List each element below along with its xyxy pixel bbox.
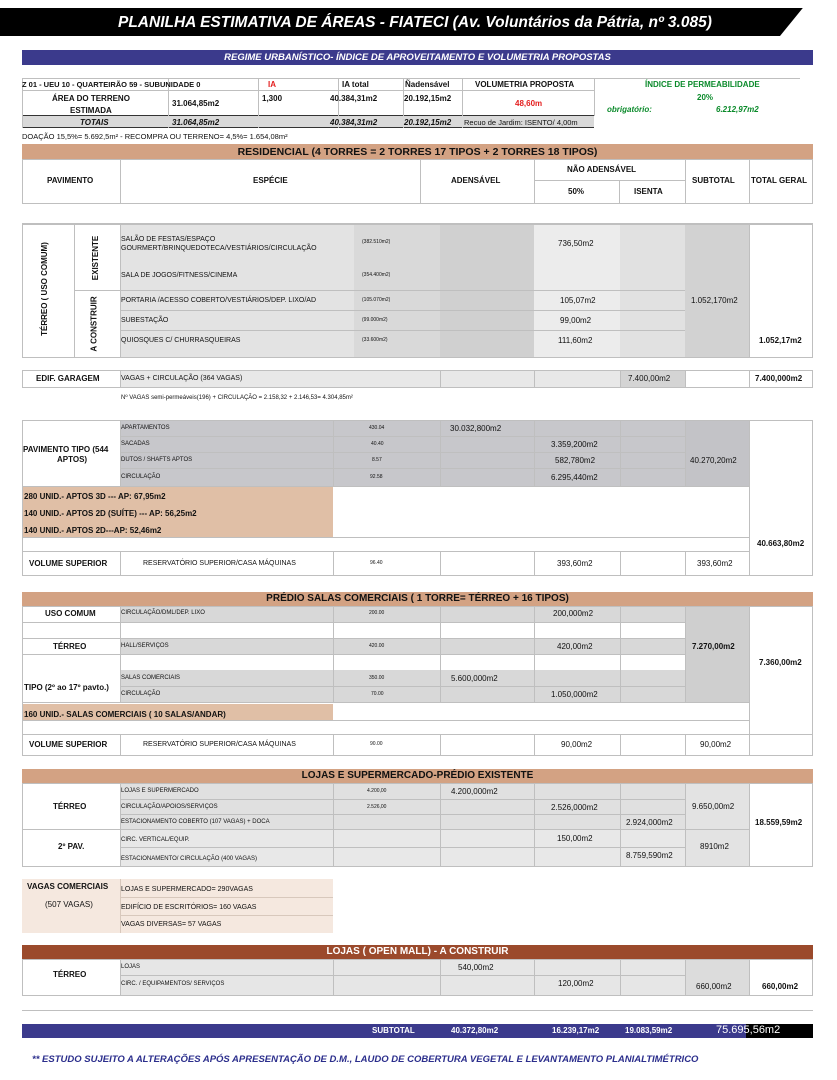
salas-block — [22, 606, 813, 756]
area-estimada-label: ESTIMADA — [70, 106, 112, 115]
lojas-total: 18.559,59m2 — [755, 818, 803, 827]
lojas-block — [22, 783, 813, 867]
vagas-row-2: EDIFÍCIO DE ESCRITÓRIOS= 160 VAGAS — [121, 904, 257, 911]
header-especie: ESPÉCIE — [253, 176, 288, 185]
salas-uso-comum-note: 200.00 — [369, 610, 385, 616]
nadensavel-header: Ñadensável — [405, 80, 450, 89]
nadensavel-value: 20.192,15m2 — [404, 94, 452, 103]
tipo-dutos-note: 8.57 — [372, 457, 382, 463]
residencial-banner: RESIDENCIAL (4 TORRES = 2 TORRES 17 TIPOS + 2 TORRES 18 TIPOS) — [22, 144, 813, 159]
header-pavimento: PAVIMENTO — [47, 176, 94, 185]
subtotal-adensavel: 40.372,80m2 — [451, 1026, 499, 1035]
ia-header: IA — [268, 80, 276, 89]
terreo-total: 1.052,17m2 — [759, 336, 802, 345]
mall-row-1-label: LOJAS — [121, 964, 141, 970]
lojas-2pav-row-1-value: 150,00m2 — [557, 834, 593, 843]
row-salao-value: 736,50m2 — [558, 239, 594, 248]
vagas-label: VAGAS COMERCIAIS — [27, 882, 109, 891]
subtotal-isenta: 19.083,59m2 — [625, 1026, 673, 1035]
regime-banner: REGIME URBANÍSTICO- ÍNDICE DE APROVEITAMENTO E VOLUMETRIA PROPOSTAS — [22, 50, 813, 65]
tipo-apartamentos-label: APARTAMENTOS — [121, 425, 170, 431]
salas-uso-comum-desc: CIRCULAÇÃO/DML/DEP. LIXO — [121, 610, 205, 616]
mall-subtotal: 660,00m2 — [696, 982, 732, 991]
volumetria-header: VOLUMETRIA PROPOSTA — [475, 80, 575, 89]
page-title: PLANILHA ESTIMATIVA DE ÁREAS - FIATECI (Av. Voluntários da Pátria, nº 3.085) — [118, 14, 712, 31]
volumetria-value: 48,60m — [515, 99, 543, 108]
subtotal-bar — [22, 1024, 813, 1038]
salas-unidades: 160 UNID.- SALAS COMERCIAIS ( 10 SALAS/ANDAR) — [24, 710, 226, 719]
tipo-apartamentos-note: 430.04 — [369, 425, 385, 431]
residencial-total: 40.663,80m2 — [757, 539, 805, 548]
row-subestacao-note: (99.000m2) — [362, 317, 388, 323]
header-50: 50% — [568, 187, 585, 196]
permeabilidade-header: ÍNDICE DE PERMEABILIDADE — [645, 80, 760, 89]
garagem-value: 7.400,00m2 — [628, 374, 671, 383]
salas-terreo-note: 420.00 — [369, 643, 385, 649]
salas-uso-comum-value: 200,000m2 — [553, 609, 594, 618]
vagas-note: Nº VAGAS semi-permeáveis(196) + CIRCULAÇÃO = 2.158,32 + 2.146,53= 4.304,85m² — [121, 395, 353, 401]
salas-volume-superior-value: 90,00m2 — [561, 740, 593, 749]
tipo-label: PAVIMENTO TIPO (544 — [23, 445, 109, 454]
doacao-note: DOAÇÃO 15,5%= 5.692,5m² - RECOMPRA OU TERRENO= 4,5%= 1.654,08m² — [22, 132, 288, 141]
salas-tipo-note-2: 70.00 — [371, 691, 384, 697]
lojas-2pav-row-2-value: 8.759,590m2 — [626, 851, 673, 860]
row-quiosques-note: (33.600m2) — [362, 337, 388, 343]
garagem-desc: VAGAS + CIRCULAÇÃO (364 VAGAS) — [121, 375, 243, 382]
salas-tipo-label: TIPO (2º ao 17º pavto.) — [24, 683, 109, 692]
vagas-row-3: VAGAS DIVERSAS= 57 VAGAS — [121, 921, 222, 928]
lojas-row-1-note: 4.200,00 — [367, 788, 387, 794]
area-terreno-label: ÁREA DO TERRENO — [52, 94, 130, 103]
lojas-row-2-label: CIRCULAÇÃO/APOIOS/SERVIÇOS — [121, 804, 218, 810]
ia-total-value: 40.384,31m2 — [330, 94, 378, 103]
lojas-row-3-value: 2.924,000m2 — [626, 818, 673, 827]
terreo-vertical-label: TÉRREO ( USO COMUM) — [39, 242, 49, 336]
subtotal-label: SUBTOTAL — [372, 1026, 415, 1035]
header-subtotal: SUBTOTAL — [692, 176, 735, 185]
lojas-subtotal-terreo: 9.650,00m2 — [692, 802, 735, 811]
recuo-jardim: Recuo de Jardim: ISENTO/ 4,00m — [464, 118, 578, 127]
header-isenta: ISENTA — [634, 187, 663, 196]
salas-banner: PRÉDIO SALAS COMERCIAIS ( 1 TORRE= TÉRREO + 16 TIPOS) — [22, 592, 813, 606]
volume-superior-note: 96.40 — [370, 560, 383, 566]
salas-terreo-desc: HALL/SERVIÇOS — [121, 643, 169, 649]
mall-row-1-value: 540,00m2 — [458, 963, 494, 972]
ia-total-header: IA total — [342, 80, 369, 89]
row-portaria-note: (105.070m2) — [362, 297, 391, 303]
vagas-row-1: LOJAS E SUPERMERCADO= 290VAGAS — [121, 886, 253, 893]
row-jogos-note: (354.400m2) — [362, 272, 391, 278]
lojas-row-1-value: 4.200,000m2 — [451, 787, 498, 796]
disclaimer-note: ** ESTUDO SUJEITO A ALTERAÇÕES APÓS APRESENTAÇÃO DE D.M., LAUDO DE COBERTURA VEGETAL E LEVANTAMENTO PLANIALTIMÉTRICO — [32, 1054, 699, 1065]
salas-tipo-desc-1: SALAS COMERCIAIS — [121, 675, 181, 681]
row-salao-label-2: GOURMERT/BRINQUEDOTECA/VESTIÁRIOS/CIRCULAÇÃO — [121, 245, 317, 252]
existente-vertical-label: EXISTENTE — [91, 235, 101, 281]
totais-nadensavel: 20.192,15m2 — [404, 118, 452, 127]
unidades-3d: 280 UNID.- APTOS 3D --- AP: 67,95m2 — [24, 492, 166, 501]
lojas-row-1-label: LOJAS E SUPERMERCADO — [121, 788, 199, 794]
tipo-dutos-label: DUTOS / SHAFTS APTOS — [121, 457, 193, 463]
tipo-circulacao-label: CIRCULAÇÃO — [121, 474, 161, 480]
salas-tipo-note-1: 350.00 — [369, 675, 385, 681]
tipo-sacadas-label: SACADAS — [121, 441, 150, 447]
volume-superior-subtotal: 393,60m2 — [697, 559, 733, 568]
lojas-subtotal-2pav: 8910m2 — [700, 842, 729, 851]
lojas-terreo-label: TÉRREO — [53, 802, 87, 811]
row-portaria-label: PORTARIA /ACESSO COBERTO/VESTIÁRIOS/DEP. LIXO/AD — [121, 297, 317, 304]
totais-ia-total: 40.384,31m2 — [330, 118, 378, 127]
tipo-circulacao-note: 92.58 — [370, 474, 383, 480]
volume-superior-label: VOLUME SUPERIOR — [29, 559, 108, 568]
salas-terreo-label: TÉRREO — [53, 642, 87, 651]
subtotal-nao-adensavel-50: 16.239,17m2 — [552, 1026, 600, 1035]
area-value: 31.064,85m2 — [172, 99, 220, 108]
tipo-sacadas-value: 3.359,200m2 — [551, 440, 598, 449]
mall-row-2-value: 120,00m2 — [558, 979, 594, 988]
totais-area: 31.064,85m2 — [172, 118, 220, 127]
obrigatorio-value: 6.212,97m2 — [716, 105, 759, 114]
salas-tipo-value-1: 5.600,000m2 — [451, 674, 498, 683]
lojas-row-3-label: ESTACIONAMENTO COBERTO (107 VAGAS) + DOCA — [121, 819, 270, 825]
mall-row-2-label: CIRC. / EQUIPAMENTOS/ SERVIÇOS — [121, 981, 225, 987]
mall-terreo-label: TÉRREO — [53, 970, 87, 979]
salas-subtotal: 7.270,00m2 — [692, 642, 735, 651]
tipo-sacadas-note: 40.40 — [371, 441, 384, 447]
totais-label: TOTAIS — [80, 118, 109, 127]
salas-terreo-value: 420,00m2 — [557, 642, 593, 651]
salas-volume-superior-label: VOLUME SUPERIOR — [29, 740, 108, 749]
header-nao-adensavel: NÃO ADENSÁVEL — [567, 165, 637, 174]
garagem-total: 7.400,000m2 — [755, 374, 803, 383]
header-total-geral: TOTAL GERAL — [751, 176, 807, 185]
volume-superior-desc: RESERVATÓRIO SUPERIOR/CASA MÁQUINAS — [143, 560, 296, 567]
salas-total: 7.360,00m2 — [759, 658, 802, 667]
title-bar — [0, 8, 837, 36]
salas-volume-superior-note: 90.00 — [370, 741, 383, 747]
ia-value: 1,300 — [262, 94, 283, 103]
zone-label: Z 01 - UEU 10 - QUARTEIRÃO 59 - SUBUNIDADE 0 — [22, 80, 201, 89]
open-mall-banner: LOJAS ( OPEN MALL) - A CONSTRUIR — [22, 945, 813, 959]
salas-tipo-value-2: 1.050,000m2 — [551, 690, 598, 699]
row-jogos-label: SALA DE JOGOS/FITNESS/CINEMA — [121, 272, 238, 279]
row-salao-note: (382.510m2) — [362, 239, 391, 245]
salas-uso-comum-label: USO COMUM — [45, 609, 96, 618]
row-subestacao-value: 99,00m2 — [560, 316, 592, 325]
salas-volume-superior-desc: RESERVATÓRIO SUPERIOR/CASA MÁQUINAS — [143, 741, 296, 748]
row-quiosques-label: QUIOSQUES C/ CHURRASQUEIRAS — [121, 337, 241, 344]
lojas-2pav-row-2-label: ESTACIONAMENTO/ CIRCULAÇÃO (400 VAGAS) — [121, 856, 258, 862]
tipo-circulacao-value: 6.295,440m2 — [551, 473, 598, 482]
mall-total: 660,00m2 — [762, 982, 799, 991]
row-salao-label: SALÃO DE FESTAS/ESPAÇO — [121, 236, 216, 243]
lojas-row-2-value: 2.526,000m2 — [551, 803, 598, 812]
construir-vertical-label: A CONSTRUIR — [89, 296, 99, 352]
row-subestacao-label: SUBESTAÇÃO — [121, 317, 169, 324]
lojas-2pav-row-1-label: CIRC. VERTICAL/EQUIP. — [121, 837, 190, 843]
tipo-label-2: APTOS) — [57, 455, 88, 464]
tipo-apartamentos-value: 30.032,800m2 — [450, 424, 502, 433]
lojas-row-2-note: 2.526,00 — [367, 804, 387, 810]
tipo-subtotal: 40.270,20m2 — [690, 456, 737, 465]
tipo-dutos-value: 582,780m2 — [555, 456, 596, 465]
vagas-count: (507 VAGAS) — [45, 900, 93, 909]
row-portaria-value: 105,07m2 — [560, 296, 596, 305]
lojas-banner: LOJAS E SUPERMERCADO-PRÉDIO EXISTENTE — [22, 769, 813, 783]
garagem-label: EDIF. GARAGEM — [36, 374, 100, 383]
obrigatorio-label: obrigatório: — [607, 105, 652, 114]
header-adensavel: ADENSÁVEL — [451, 176, 501, 185]
terreo-subtotal: 1.052,170m2 — [691, 296, 738, 305]
volume-superior-value: 393,60m2 — [557, 559, 593, 568]
lojas-2pav-label: 2º PAV. — [58, 842, 85, 851]
unidades-2d-suite: 140 UNID.- APTOS 2D (SUÍTE) --- AP: 56,25m2 — [24, 509, 197, 518]
salas-volume-superior-subtotal: 90,00m2 — [700, 740, 732, 749]
row-quiosques-value: 111,60m2 — [558, 336, 593, 345]
grand-total: 75.695,56m2 — [716, 1024, 781, 1036]
salas-tipo-desc-2: CIRCULAÇÃO — [121, 691, 161, 697]
unidades-2d: 140 UNID.- APTOS 2D---AP: 52,46m2 — [24, 526, 162, 535]
permeabilidade-value: 20% — [697, 93, 714, 102]
